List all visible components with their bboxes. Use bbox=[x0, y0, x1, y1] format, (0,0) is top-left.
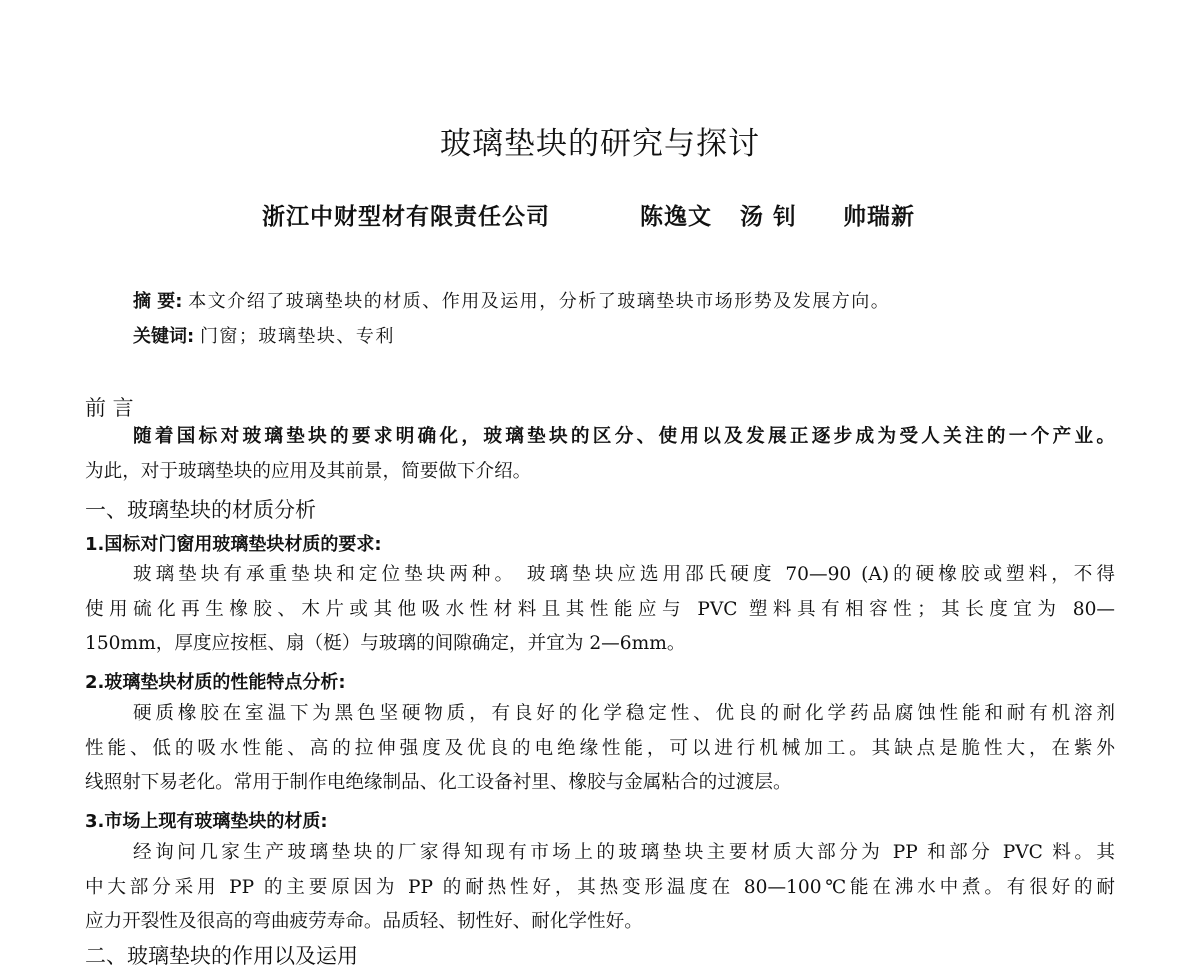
subsection-1-2-paragraph bbox=[85, 697, 1115, 801]
heading-preface: 前 言 bbox=[85, 396, 134, 420]
heading-subsection-1-2: 2.玻璃垫块材质的性能特点分析: bbox=[85, 672, 346, 693]
keywords-text: 门窗；玻璃垫块、专利 bbox=[199, 326, 395, 347]
abstract bbox=[133, 287, 890, 313]
text-line: 为此，对于玻璃垫块的应用及其前景，简要做下介绍。 bbox=[85, 460, 532, 482]
heading-section-2: 二、玻璃垫块的作用以及运用 bbox=[85, 944, 358, 968]
text-line: 经询问几家生产玻璃垫块的厂家得知现有市场上的玻璃垫块主要材质大部分为 PP 和部分 PVC 料。其 bbox=[133, 842, 1115, 863]
subsection-1-1-paragraph bbox=[85, 558, 1115, 662]
heading-subsection-1-1: 1.国标对门窗用玻璃垫块材质的要求: bbox=[85, 534, 382, 555]
keywords-label: 关键词: bbox=[133, 326, 195, 347]
text-line: 150mm，厚度应按框、扇（梃）与玻璃的间隙确定，并宜为 2—6mm。 bbox=[85, 633, 686, 654]
affiliation-company: 浙江中财型材有限责任公司 bbox=[262, 203, 550, 230]
abstract-label: 摘 要: bbox=[133, 291, 183, 312]
paper-title: 玻璃垫块的研究与探讨 bbox=[440, 126, 760, 162]
text-line: 硬质橡胶在室温下为黑色坚硬物质，有良好的化学稳定性、优良的耐化学药品腐蚀性能和耐有机溶剂 bbox=[133, 703, 1115, 724]
author-1: 陈逸文 bbox=[640, 203, 712, 230]
preface-paragraph bbox=[85, 420, 1115, 489]
text-line: 应力开裂性及很高的弯曲疲劳寿命。品质轻、韧性好、耐化学性好。 bbox=[85, 911, 643, 932]
author-2: 汤 钊 bbox=[740, 203, 798, 230]
heading-subsection-1-3: 3.市场上现有玻璃垫块的材质: bbox=[85, 811, 328, 832]
keywords bbox=[133, 322, 395, 348]
subsection-1-3-paragraph bbox=[85, 836, 1115, 940]
text-line: 随着国标对玻璃垫块的要求明确化，玻璃垫块的区分、使用以及发展正逐步成为受人关注的一个产业。 bbox=[133, 426, 1115, 447]
abstract-text: 本文介绍了玻璃垫块的材质、作用及运用，分析了玻璃垫块市场形势及发展方向。 bbox=[188, 291, 891, 312]
text-line: 使用硫化再生橡胶、木片或其他吸水性材料且其性能应与 PVC 塑料具有相容性；其长度宜为 80— bbox=[85, 598, 1115, 620]
heading-section-1: 一、玻璃垫块的材质分析 bbox=[85, 498, 316, 522]
author-3: 帅瑞新 bbox=[843, 203, 915, 230]
text-line: 线照射下易老化。常用于制作电绝缘制品、化工设备衬里、橡胶与金属粘合的过渡层。 bbox=[85, 772, 792, 793]
text-line: 玻璃垫块有承重垫块和定位垫块两种。 玻璃垫块应选用邵氏硬度 70—90 (A)的硬橡胶或塑料，不得 bbox=[133, 564, 1115, 585]
text-line: 中大部分采用 PP 的主要原因为 PP 的耐热性好，其热变形温度在 80—100℃能在沸水中煮。有很好的耐 bbox=[85, 876, 1115, 898]
text-line: 性能、低的吸水性能、高的拉伸强度及优良的电绝缘性能，可以进行机械加工。其缺点是脆性大，在紫外 bbox=[85, 737, 1115, 759]
